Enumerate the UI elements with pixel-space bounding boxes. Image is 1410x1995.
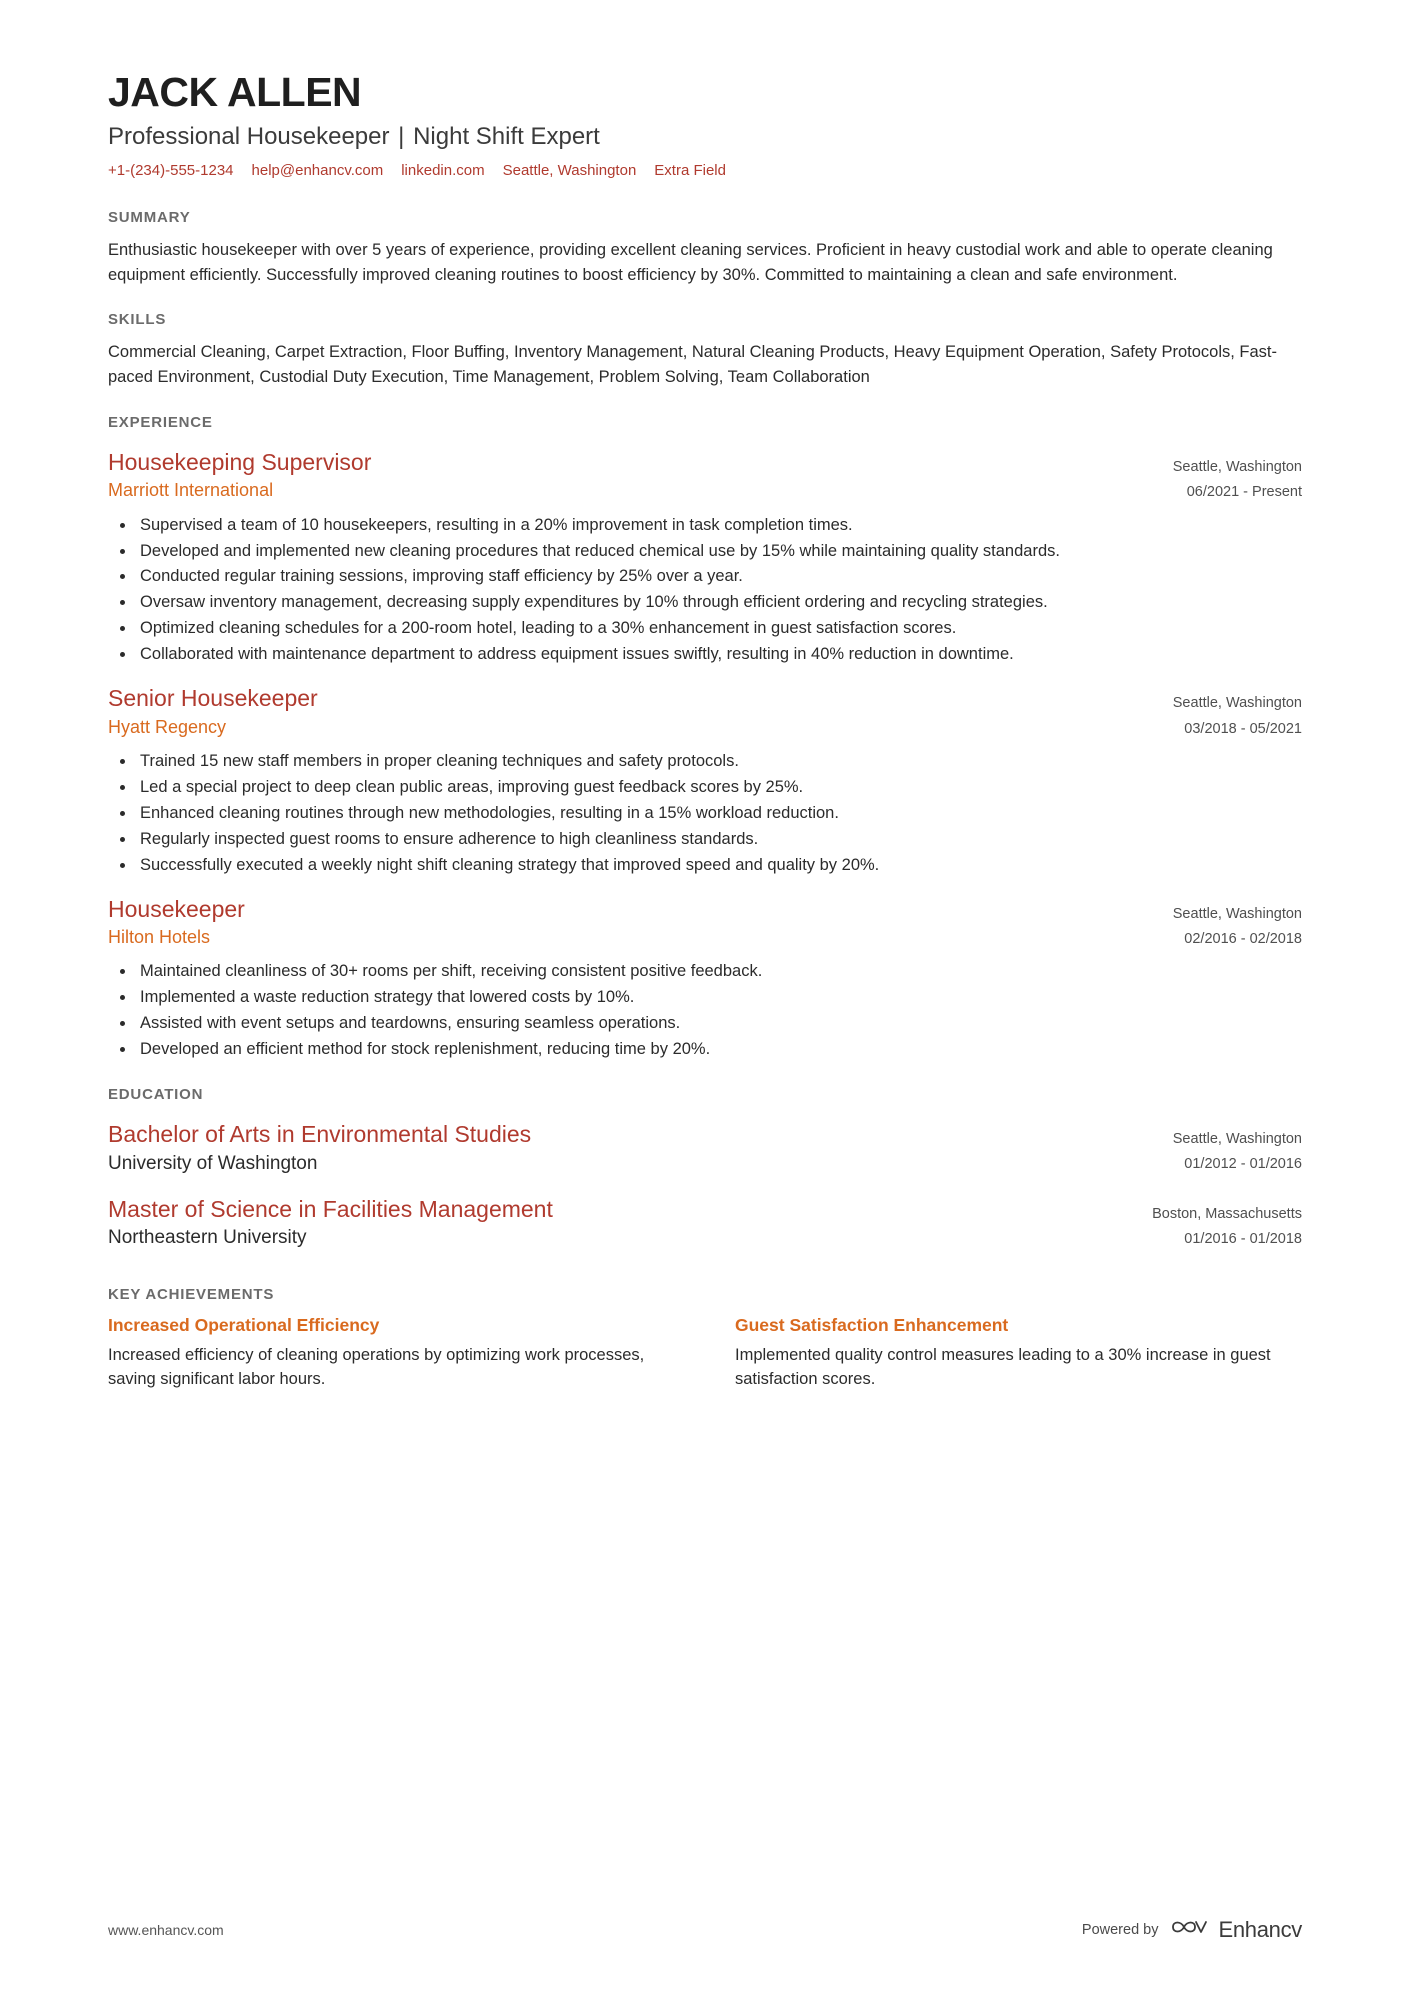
achievement-title: Increased Operational Efficiency [108,1315,380,1336]
education-entry [108,1196,1302,1253]
experience-location: Seattle, Washington [1172,695,1302,712]
contact-row [108,162,1302,179]
contact-email[interactable]: help@enhancv.com [251,161,384,179]
list-item: • Trained 15 new staff members in proper cleaning techniques and safety protocols. [136,750,1302,774]
page-title: JACK ALLEN [108,69,362,115]
experience-meta [1102,449,1302,506]
list-item: • Developed and implemented new cleaning procedures that reduced chemical use by 15% while maintaining quality standards. [136,540,1302,564]
powered-by-label: Powered by [1081,1921,1159,1938]
enhancv-logo-icon [1170,1916,1210,1943]
footer-branding [1082,1916,1302,1943]
list-item: • Supervised a team of 10 housekeepers, resulting in a 20% improvement in task completion times. [136,514,1302,538]
list-item: • Successfully executed a weekly night shift cleaning strategy that improved speed and quality by 20%. [136,854,1302,878]
experience-location: Seattle, Washington [1172,458,1302,475]
brand-lockup [1170,1916,1302,1943]
experience-bullets [108,514,1302,668]
list-item: • Assisted with event setups and teardowns, ensuring seamless operations. [136,1012,1302,1036]
contact-extra-field: Extra Field [654,161,726,179]
experience-entry-left [108,896,1102,950]
contact-phone[interactable]: +1-(234)-555-1234 [108,161,234,179]
achievement-item [108,1315,675,1392]
education-location: Seattle, Washington [1172,1130,1302,1147]
headline-part2: Night Shift Expert [413,123,600,151]
summary-text: Enthusiastic housekeeper with over 5 years of experience, providing excellent cleaning services. Proficient in heavy custodial work and able to operate cleaning equipment efficiently. Successfully improved cleaning routines to boost efficiency by 30%. Committed to maintaining a clean and safe environment. [108,240,1273,284]
list-item: • Developed an efficient method for stock replenishment, reducing time by 20%. [136,1038,1302,1062]
contact-location: Seattle, Washington [502,161,637,179]
section-title-achievements: KEY ACHIEVEMENTS [108,1286,275,1304]
experience-entry [108,449,1302,506]
education-school: Northeastern University [108,1227,307,1249]
education-degree: Bachelor of Arts in Environmental Studies [108,1120,532,1147]
achievement-text: Increased efficiency of cleaning operations by optimizing work processes, saving significant labor hours. [108,1346,645,1389]
achievement-item [735,1315,1302,1392]
footer-url[interactable]: www.enhancv.com [108,1921,224,1938]
achievement-title: Guest Satisfaction Enhancement [735,1315,1009,1336]
education-meta [1102,1121,1302,1178]
section-experience [108,414,1302,1062]
experience-entry-left [108,685,1102,739]
section-title-skills: SKILLS [108,311,167,329]
list-item: • Oversaw inventory management, decreasing supply expenditures by 10% through efficient ordering and recycling strategies. [136,591,1302,615]
education-entry-left [108,1196,1102,1251]
section-summary [108,209,1302,288]
education-entry-left [108,1121,1102,1176]
skills-text: Commercial Cleaning, Carpet Extraction, Floor Buffing, Inventory Management, Natural Cleaning Products, Heavy Equipment Operation, Safety Protocols, Fast-paced Environment, Custodial Duty Execution, Time Management, Problem Solving, Team Collaboration [108,343,1277,387]
resume-header [108,70,1302,179]
experience-bullets [108,960,1302,1062]
list-item: • Enhanced cleaning routines through new methodologies, resulting in a 15% workload reduction. [136,802,1302,826]
list-item: • Implemented a waste reduction strategy that lowered costs by 10%. [136,986,1302,1010]
experience-role: Housekeeping Supervisor [108,448,372,475]
experience-entry [108,685,1302,742]
experience-company: Hilton Hotels [108,927,211,948]
section-education [108,1086,1302,1253]
achievements-grid [108,1315,1302,1392]
section-skills [108,311,1302,390]
education-school: University of Washington [108,1152,318,1174]
experience-dates: 06/2021 - Present [1186,484,1302,501]
experience-dates: 02/2016 - 02/2018 [1184,930,1302,947]
section-title-experience: EXPERIENCE [108,413,213,431]
education-meta [1102,1196,1302,1253]
section-achievements [108,1286,1302,1392]
experience-bullets [108,750,1302,878]
list-item: • Optimized cleaning schedules for a 200-room hotel, leading to a 30% enhancement in guest satisfaction scores. [136,617,1302,641]
headline-divider: | [398,123,405,151]
experience-role: Housekeeper [108,895,245,922]
experience-meta [1102,685,1302,742]
education-dates: 01/2012 - 01/2016 [1184,1156,1302,1173]
experience-location: Seattle, Washington [1172,905,1302,922]
achievement-text: Implemented quality control measures leading to a 30% increase in guest satisfaction scores. [735,1346,1271,1389]
section-title-summary: SUMMARY [108,208,191,226]
list-item: • Led a special project to deep clean public areas, improving guest feedback scores by 25%. [136,776,1302,800]
list-item: • Conducted regular training sessions, improving staff efficiency by 25% over a year. [136,565,1302,589]
experience-dates: 03/2018 - 05/2021 [1184,720,1302,737]
brand-name: Enhancv [1218,1916,1302,1942]
experience-entry-left [108,449,1102,503]
headline [108,123,1302,152]
list-item: • Regularly inspected guest rooms to ensure adherence to high cleanliness standards. [136,828,1302,852]
education-location: Boston, Massachusetts [1152,1205,1302,1222]
contact-linkedin[interactable]: linkedin.com [401,161,485,179]
education-dates: 01/2016 - 01/2018 [1184,1231,1302,1248]
list-item: • Maintained cleanliness of 30+ rooms per shift, receiving consistent positive feedback. [136,960,1302,984]
list-item: • Collaborated with maintenance department to address equipment issues swiftly, resulting in 40% reduction in downtime. [136,643,1302,667]
education-entry [108,1121,1302,1178]
experience-role: Senior Housekeeper [108,685,318,712]
experience-entry [108,896,1302,953]
section-title-education: EDUCATION [108,1085,204,1103]
education-degree: Master of Science in Facilities Management [108,1195,553,1222]
experience-company: Hyatt Regency [108,716,227,737]
headline-part1: Professional Housekeeper [108,123,390,151]
experience-meta [1102,896,1302,953]
experience-company: Marriott International [108,480,274,501]
page-footer [0,1916,1410,1943]
